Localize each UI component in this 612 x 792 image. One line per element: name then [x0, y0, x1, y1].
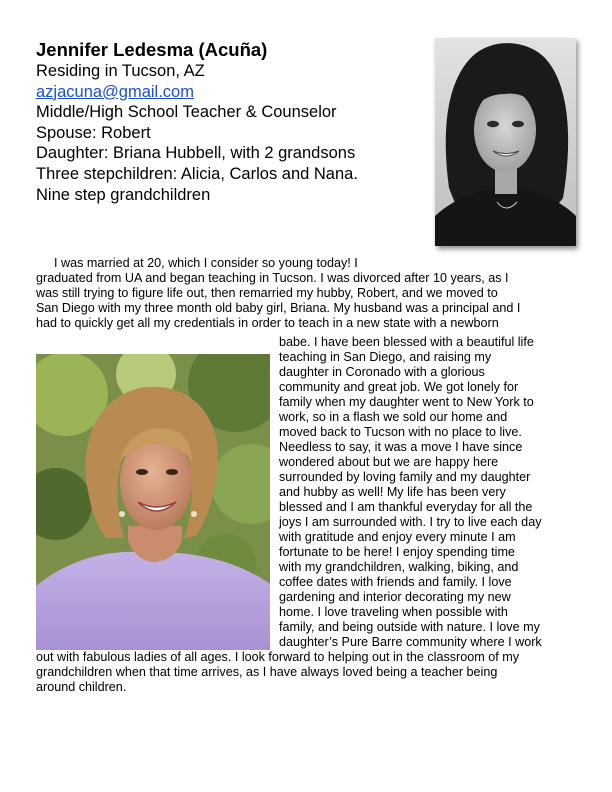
bio-line: blessed and I am thankful everyday for all the: [279, 500, 533, 514]
bio-line: family when my daughter went to New York to: [279, 395, 534, 409]
bio-line: community and great job. We got lonely for: [279, 380, 519, 394]
bio-line: gardening and interior decorating my new: [279, 590, 511, 604]
person-name: Jennifer Ledesma (Acuña): [36, 39, 268, 60]
bio-line: wondered about but we are happy here: [279, 455, 499, 469]
bio-line: grandchildren when that time arrives, as I have always loved being a teacher being: [36, 665, 498, 679]
residence-line: Residing in Tucson, AZ: [36, 62, 205, 80]
bio-line: with gratitude and enjoy every minute I am: [279, 530, 516, 544]
bio-line: out with fabulous ladies of all ages. I look forward to helping out in the classroom of my: [36, 650, 520, 664]
bio-line: daughter’s Pure Barre community where I work: [279, 635, 542, 649]
bio-line: with my grandchildren, walking, biking, and: [279, 560, 519, 574]
bio-line: coffee dates with friends and family. I love: [279, 575, 512, 589]
bio-line: and hubby as well! My life has been very: [279, 485, 506, 499]
bio-line: teaching in San Diego, and raising my: [279, 350, 492, 364]
bio-line: graduated from UA and began teaching in Tucson. I was divorced after 10 years, as I: [36, 271, 509, 285]
occupation-line: Middle/High School Teacher & Counselor: [36, 103, 337, 122]
bio-line: had to quickly get all my credentials in order to teach in a new state with a newborn: [36, 316, 499, 330]
bio-line: daughter in Coronado with a glorious: [279, 365, 485, 379]
step-grandchildren-line: Nine step grandchildren: [36, 185, 211, 204]
bio-line: family, and being outside with nature. I love my: [279, 620, 540, 634]
bio-line: surrounded by loving family and my daughter: [279, 470, 531, 484]
bio-line: work, so in a flash we sold our home and: [279, 410, 508, 424]
bio-line: home. I love traveling when possible with: [279, 605, 508, 619]
bio-line: was still trying to figure life out, then remarried my hubby, Robert, and we moved to: [36, 286, 498, 300]
stepchildren-line: Three stepchildren: Alicia, Carlos and Nana.: [36, 164, 358, 183]
spouse-line: Spouse: Robert: [36, 123, 151, 142]
bio-line: fortunate to be here! I enjoy spending time: [279, 545, 515, 559]
bio-line: Needless to say, it was a move I have since: [279, 440, 523, 454]
daughter-line: Daughter: Briana Hubbell, with 2 grandsons: [36, 144, 356, 163]
bio-line: I was married at 20, which I consider so young today! I: [54, 256, 358, 270]
bio-line: joys I am surrounded with. I try to live each day: [279, 515, 542, 529]
bio-line: San Diego with my three month old baby girl, Briana. My husband was a principal and I: [36, 301, 521, 315]
bio-line: moved back to Tucson with no place to live.: [279, 425, 522, 439]
email-link[interactable]: azjacuna@gmail.com: [36, 82, 194, 101]
bio-line: babe. I have been blessed with a beautiful life: [279, 335, 534, 349]
bio-line: around children.: [36, 680, 127, 694]
